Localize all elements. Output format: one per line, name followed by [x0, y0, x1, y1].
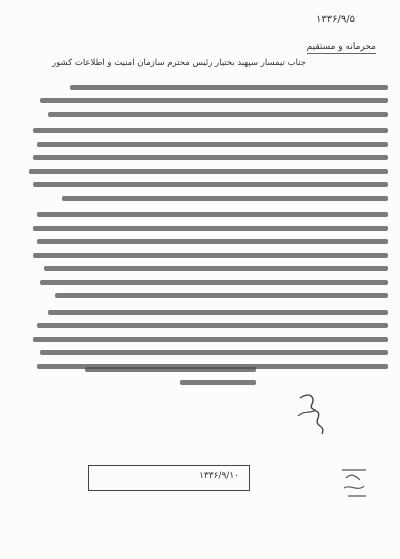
body-text-stroke: [40, 98, 388, 103]
stamp-text: ۱۳۳۶/۹/۱۰: [199, 471, 239, 481]
body-text-stroke: [70, 85, 388, 90]
closing-line: [76, 376, 256, 390]
body-text-stroke: [33, 226, 388, 231]
closing-line: [76, 362, 256, 376]
body-paragraph: [18, 208, 388, 303]
margin-note-mark: [336, 462, 376, 502]
registration-stamp: [88, 465, 250, 491]
body-line: [18, 332, 388, 346]
closing-block: [76, 362, 256, 389]
closing-text-stroke: [85, 367, 256, 372]
document-salutation: جناب تیمسار سپهبد بختیار رئیس محترم سازمان امنیت و اطلاعات کشور: [52, 58, 306, 68]
body-text-stroke: [62, 196, 388, 201]
body-line: [18, 275, 388, 289]
body-text-stroke: [37, 142, 389, 147]
body-line: [18, 191, 388, 205]
body-text-stroke: [33, 128, 388, 133]
document-date: ۱۳۳۶/۹/۵: [316, 14, 355, 25]
body-line: [18, 208, 388, 222]
body-text-stroke: [48, 112, 388, 117]
body-text-stroke: [40, 350, 388, 355]
body-line: [18, 235, 388, 249]
body-line: [18, 262, 388, 276]
body-text-stroke: [40, 280, 388, 285]
closing-text-stroke: [180, 380, 256, 385]
body-line: [18, 221, 388, 235]
signature-mark: [292, 388, 334, 440]
body-line: [18, 248, 388, 262]
body-paragraph: [18, 80, 388, 121]
body-line: [18, 305, 388, 319]
body-line: [18, 137, 388, 151]
body-text-stroke: [33, 155, 388, 160]
body-text-stroke: [29, 169, 388, 174]
body-line: [18, 319, 388, 333]
body-line: [18, 124, 388, 138]
body-line: [18, 94, 388, 108]
body-line: [18, 164, 388, 178]
body-line: [18, 289, 388, 303]
body-text-stroke: [33, 253, 388, 258]
body-line: [18, 178, 388, 192]
body-paragraph: [18, 124, 388, 205]
body-text-stroke: [48, 310, 388, 315]
body-text-stroke: [55, 293, 388, 298]
body-text-stroke: [44, 266, 388, 271]
document-body: [18, 80, 388, 376]
body-text-stroke: [37, 212, 389, 217]
body-line: [18, 346, 388, 360]
body-line: [18, 107, 388, 121]
body-text-stroke: [37, 239, 389, 244]
document-title: محرمانه و مستقیم: [306, 42, 376, 52]
body-text-stroke: [33, 182, 388, 187]
body-line: [18, 151, 388, 165]
body-text-stroke: [37, 323, 389, 328]
body-text-stroke: [33, 337, 388, 342]
body-line: [18, 80, 388, 94]
